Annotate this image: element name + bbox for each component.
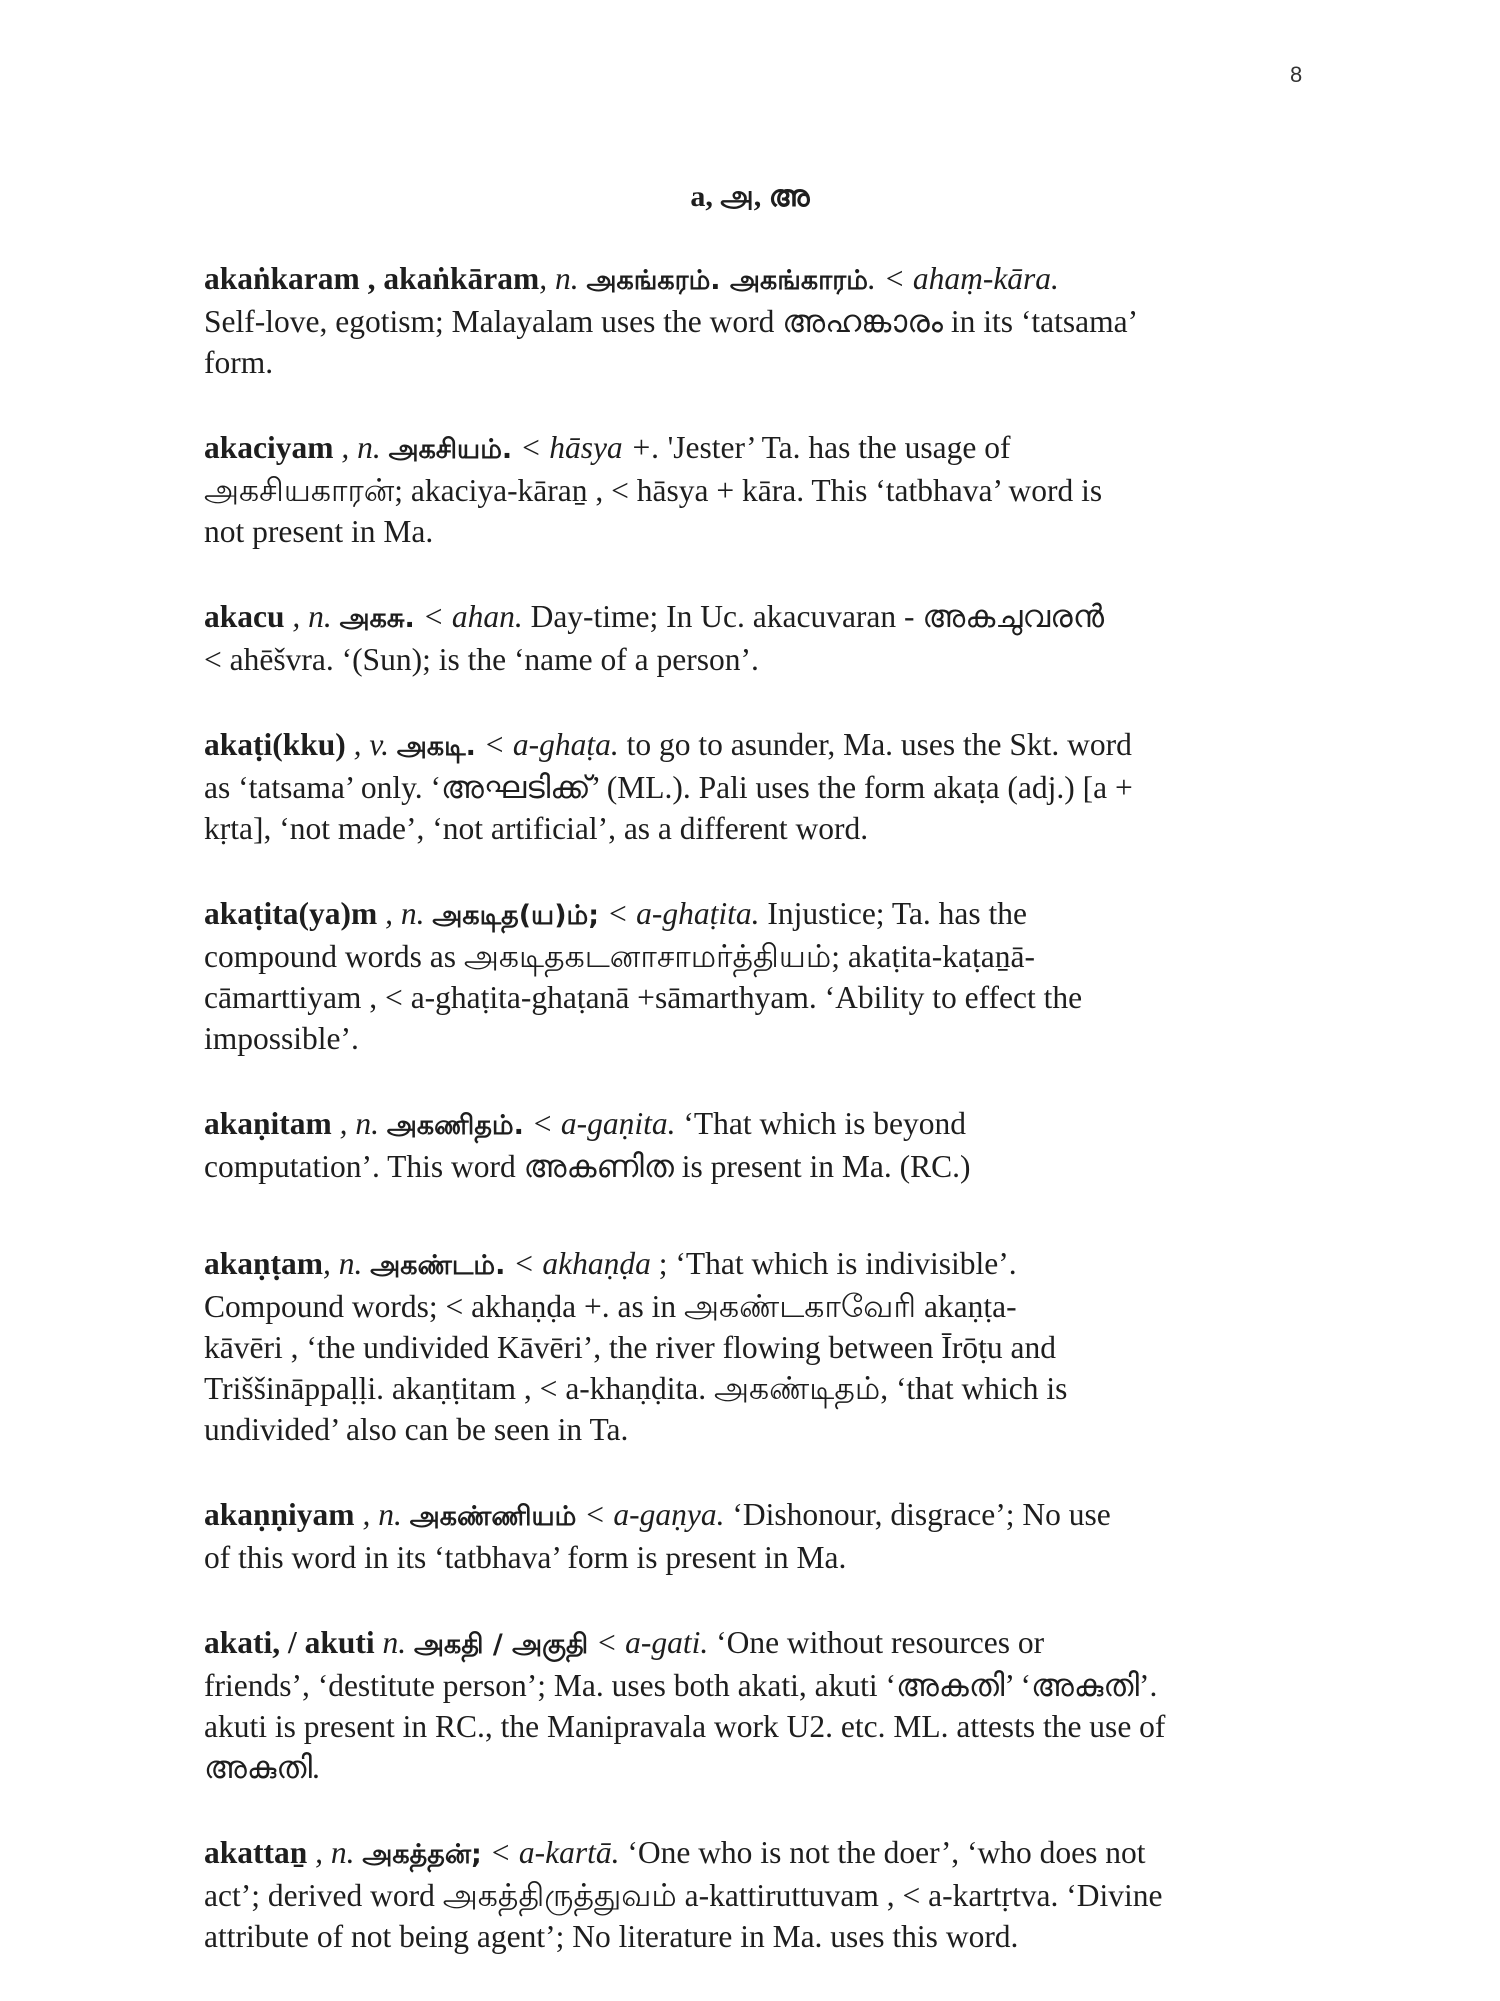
entry-tamil-form: அகதி / அகுதி: [414, 1629, 589, 1660]
entry-headword: akaṇitam: [204, 1106, 332, 1141]
entry-etymology: < hāsya +.: [512, 430, 660, 465]
dictionary-entry: [204, 1243, 1324, 1450]
dictionary-entry: [204, 1622, 1324, 1788]
entry-grammar: , n.: [307, 1835, 363, 1870]
dictionary-entry: [204, 258, 1324, 383]
entry-grammar: , n.: [333, 430, 389, 465]
entry-tamil-form: அகசியம்.: [388, 434, 513, 465]
entry-grammar: , n.: [354, 1497, 410, 1532]
entry-headword: akaṭi(kku): [204, 727, 346, 762]
entry-grammar: , n.: [377, 896, 433, 931]
dictionary-entry: [204, 596, 1324, 680]
entry-definition: ‘One who is not the doer’, ‘who does not act’; derived word அகத்திருத்துவம் a-kattiruttuvam , < a-kartṛtva. ‘Divine attribute of not being agent’; No literature in Ma. uses this word.: [204, 1835, 1163, 1954]
entry-etymology: < a-ghaṭita.: [599, 896, 760, 931]
page-number: 8: [1290, 62, 1303, 87]
entry-definition: ‘Dishonour, disgrace’; No use of this word in its ‘tatbhava’ form is present in Ma.: [204, 1497, 1111, 1575]
entry-tamil-form: அகத்தன்;: [362, 1839, 482, 1870]
entry-definition: ‘That which is beyond computation’. This word അകണിത is present in Ma. (RC.): [204, 1106, 971, 1184]
entry-etymology: < ahan.: [414, 599, 523, 634]
entry-grammar: n.: [374, 1625, 415, 1660]
entry-grammar: , n.: [539, 261, 587, 296]
entry-definition: Day-time; In Uc. akacuvaran - അകചുവരൻ < ahēšvra. ‘(Sun); is the ‘name of a person’.: [204, 599, 1105, 677]
entry-grammar: , n.: [284, 599, 340, 634]
entry-tamil-form: அகங்கரம். அகங்காரம்: [586, 265, 868, 296]
entry-headword: akaṭita(ya)m: [204, 896, 378, 931]
entry-headword: akaṇṭam: [204, 1246, 324, 1281]
entry-headword: akacu: [204, 599, 285, 634]
entry-tamil-form: அகடி.: [396, 731, 476, 762]
section-heading: a, அ, അ: [690, 180, 810, 213]
entry-tamil-form: அகண்டம்.: [370, 1250, 506, 1281]
dictionary-entry: [204, 1832, 1324, 1957]
entry-tamil-form: அகடித(ய)ம்;: [432, 900, 600, 931]
entry-etymology: < a-ghaṭa.: [475, 727, 619, 762]
entry-etymology: < a-gaṇya.: [576, 1497, 725, 1532]
entry-tamil-form: அகணிதம்.: [386, 1110, 524, 1141]
entry-tamil-form: அகசு.: [339, 603, 415, 634]
entry-headword: akattaṉ: [204, 1835, 308, 1870]
entry-headword: akati, / akuti: [204, 1625, 375, 1660]
entry-tamil-form: அகண்ணியம்: [409, 1501, 577, 1532]
entry-grammar: , v.: [345, 727, 397, 762]
dictionary-entry: [204, 427, 1324, 552]
entry-grammar: , n.: [331, 1106, 387, 1141]
entry-definition: Injustice; Ta. has the compound words as அகடிதகடனாசாமர்த்தியம்; akaṭita-kaṭaṉā- cāmarttiyam , < a-ghaṭita-ghaṭanā +sāmarthyam. ‘Ability to effect the impossible’.: [204, 896, 1083, 1056]
dictionary-entry: [204, 1494, 1324, 1578]
entry-definition: Self-love, egotism; Malayalam uses the word അഹങ്കാരം in its ‘tatsama’ form.: [204, 304, 1139, 380]
entry-definition: to go to asunder, Ma. uses the Skt. word as ‘tatsama’ only. ‘അഘടിക്ക്’ (ML.). Pali uses the form akaṭa (adj.) [a + kṛta], ‘not made’, ‘not artificial’, as a different word.: [204, 727, 1133, 846]
entry-definition: ‘One without resources or friends’, ‘destitute person’; Ma. uses both akati, akuti ‘അകതി’ ‘അകുതി’. akuti is present in RC., the Manipravala work U2. etc. ML. attests the use of അകുതി.: [204, 1625, 1166, 1785]
entry-headword: akaciyam: [204, 430, 334, 465]
dictionary-entry: [204, 893, 1324, 1059]
entry-etymology: < a-gati.: [588, 1625, 709, 1660]
entry-etymology: < akhaṇḍa: [505, 1246, 651, 1281]
entry-headword: akaṅkaram , akaṅkāram: [204, 261, 540, 296]
entry-etymology: < a-gaṇita.: [523, 1106, 676, 1141]
entry-headword: akaṇṇiyam: [204, 1497, 355, 1532]
entry-etymology: . < ahaṃ-kāra.: [867, 261, 1059, 296]
entry-grammar: , n.: [323, 1246, 371, 1281]
dictionary-entries: [204, 258, 1324, 2001]
entry-etymology: < a-kartā.: [481, 1835, 620, 1870]
entry-definition: ; ‘That which is indivisible’. Compound words; < akhaṇḍa +. as in அகண்டகாவேரி akaṇṭa- kāvēri , ‘the undivided Kāvēri’, the river flowing between Īrōṭu and Triššināppaḷḷi. akaṇṭitam , < a-khaṇḍita. அகண்டிதம், ‘that which is undivided’ also can be seen in Ta.: [204, 1246, 1068, 1447]
dictionary-entry: [204, 1103, 1324, 1187]
entry-definition: 'Jester’ Ta. has the usage of அகசியகாரன்; akaciya-kāraṉ , < hāsya + kāra. This ‘tatbhava’ word is not present in Ma.: [204, 430, 1103, 549]
dictionary-entry: [204, 724, 1324, 849]
